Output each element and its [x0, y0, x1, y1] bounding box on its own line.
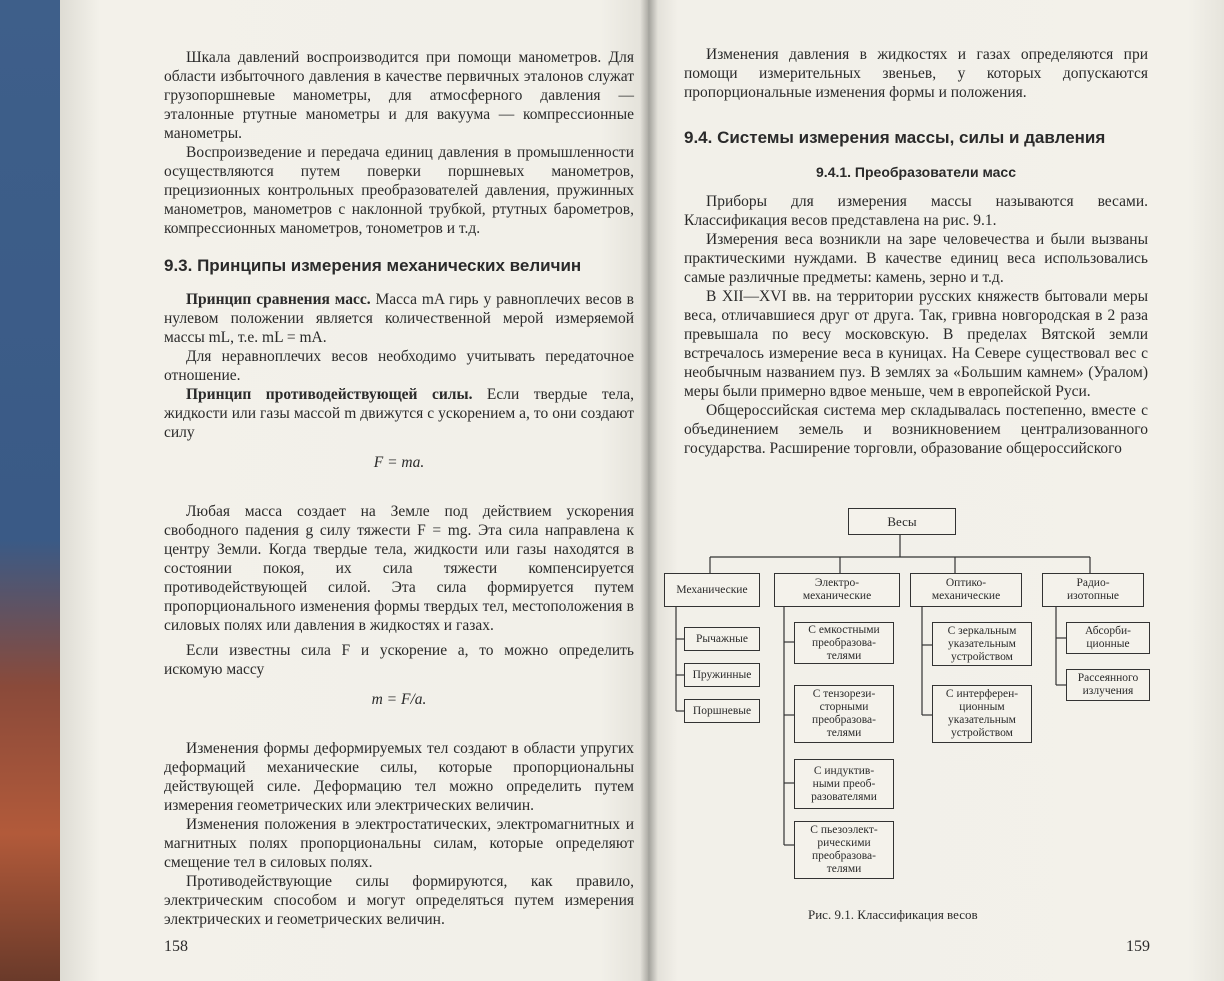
paragraph: В XII—XVI вв. на территории русских княжеств бытовали меры веса, отличавшиеся друг от друга. Так, гривна новгородская в 2 раза превышала по весу московскую. В пределах Вятской земли встречалось измерение веса в куницах. На Севере существовал вес с необычным названием пуз. В землях за «Большим камнем» (Уралом) меры были примерно вдвое меньше, чем в европейской Руси. [684, 288, 1148, 400]
diagram-leaf: С интерферен- ционным указательным устройством [932, 685, 1032, 743]
diagram-leaf: С тензорези- сторными преобразова- телями [794, 685, 894, 743]
principle-label: Принцип противодействующей силы. [186, 386, 473, 403]
paragraph: Противодействующие силы формируются, как правило, электрическим способом и могут определяться путем измерения электрических и геометрических величин. [164, 873, 634, 928]
principle-text: Если твердые тела, жидкости или газы массой m движутся с ускорением a, то они создают силу [164, 386, 634, 441]
subsection-title: 9.4.1. Преобразователи масс [816, 164, 1016, 180]
paragraph: Шкала давлений воспроизводится при помощи манометров. Для области избыточного давления в качестве первичных эталонов служат грузопоршневые манометры, для атмосферного давления — эталонные ртутные манометры и для вакуума — компрессионные манометры. [164, 49, 634, 142]
diagram-leaf: С пьезоэлект- рическими преобразова- телями [794, 821, 894, 879]
diagram-leaf: Рассеянного излучения [1066, 669, 1150, 701]
paragraph: Воспроизведение и передача единиц давления в промышленности осуществляются путем поверки поршневых манометров, прецизионных контрольных преобразователей давления, пружинных манометров, манометров с наклонной трубкой, ртутных барометров, компрессионных манометров, тонометров и т.д. [164, 144, 634, 237]
paragraph [164, 385, 634, 442]
page-number: 158 [164, 938, 188, 955]
principle-text: Масса mA гирь у равноплечих весов в нулевом положении является количественной мерой измеряемой массы mL, т.е. mL = mA. [164, 291, 634, 346]
diagram-root: Весы [848, 508, 956, 535]
diagram-leaf: Абсорби- ционные [1066, 622, 1150, 654]
left-page [60, 0, 648, 981]
diagram-leaf: С зеркальным указательным устройством [932, 622, 1032, 666]
diagram-leaf: С емкостными преобразова- телями [794, 622, 894, 664]
paragraph: Измерения веса возникли на заре человечества и были вызваны практическими нуждами. В качестве единиц веса использовались самые различные предметы: камень, зерно и т.д. [684, 231, 1148, 286]
diagram-category: Оптико- механические [910, 573, 1022, 607]
paragraph: Если известны сила F и ускорение a, то можно определить искомую массу [164, 642, 634, 678]
paragraph: Изменения положения в электростатических, электромагнитных и магнитных полях пропорциональны силам, которые определяют смещение тел в силовых полях. [164, 816, 634, 871]
paragraph: Любая масса создает на Земле под действием ускорения свободного падения g силу тяжести F = mg. Эта сила направлена к центру Земли. Когда твердые тела, жидкости или газы находятся в состоянии покоя, их сила тяжести компенсируется противодействующей силой. Эта сила формируется путем пропорционального изменения формы твердых тел, местоположения в силовых полях или давления в жидкостях и газах. [164, 503, 634, 634]
diagram-leaf: Поршневые [684, 699, 760, 723]
classification-diagram [660, 505, 1160, 905]
formula: m = F/a. [371, 691, 427, 708]
book-gutter [640, 0, 658, 981]
diagram-leaf: С индуктив- ными преоб- разователями [794, 759, 894, 809]
principle-label: Принцип сравнения масс. [186, 291, 371, 308]
paragraph: Общероссийская система мер складывалась постепенно, вместе с объединением земель и возникновением централизованного государства. Расширение торговли, образование общероссийского [684, 402, 1148, 457]
figure-caption: Рис. 9.1. Классификация весов [808, 907, 978, 922]
paragraph: Изменения давления в жидкостях и газах определяются при помощи измерительных звеньев, у которых допускаются пропорциональные изменения формы и положения. [684, 46, 1148, 101]
diagram-category: Механические [664, 573, 760, 607]
book-cover-edge [0, 0, 60, 981]
paragraph [164, 290, 634, 347]
paragraph: Приборы для измерения массы называются весами. Классификация весов представлена на рис. 9.1. [684, 193, 1148, 229]
paragraph: Изменения формы деформируемых тел создают в области упругих деформаций механические силы, которые пропорциональны действующей силе. Деформацию тел можно определить путем измерения геометрических или электрических величин. [164, 740, 634, 814]
page-number: 159 [1126, 938, 1150, 955]
paragraph: Для неравноплечих весов необходимо учитывать передаточное отношение. [164, 348, 634, 384]
section-title: 9.3. Принципы измерения механических величин [164, 256, 582, 275]
formula: F = ma. [373, 454, 425, 471]
diagram-leaf: Рычажные [684, 627, 760, 651]
diagram-leaf: Пружинные [684, 663, 760, 687]
diagram-category: Электро- механические [774, 573, 900, 607]
section-title: 9.4. Системы измерения массы, силы и давления [684, 128, 1106, 147]
diagram-category: Радио- изотопные [1042, 573, 1144, 607]
